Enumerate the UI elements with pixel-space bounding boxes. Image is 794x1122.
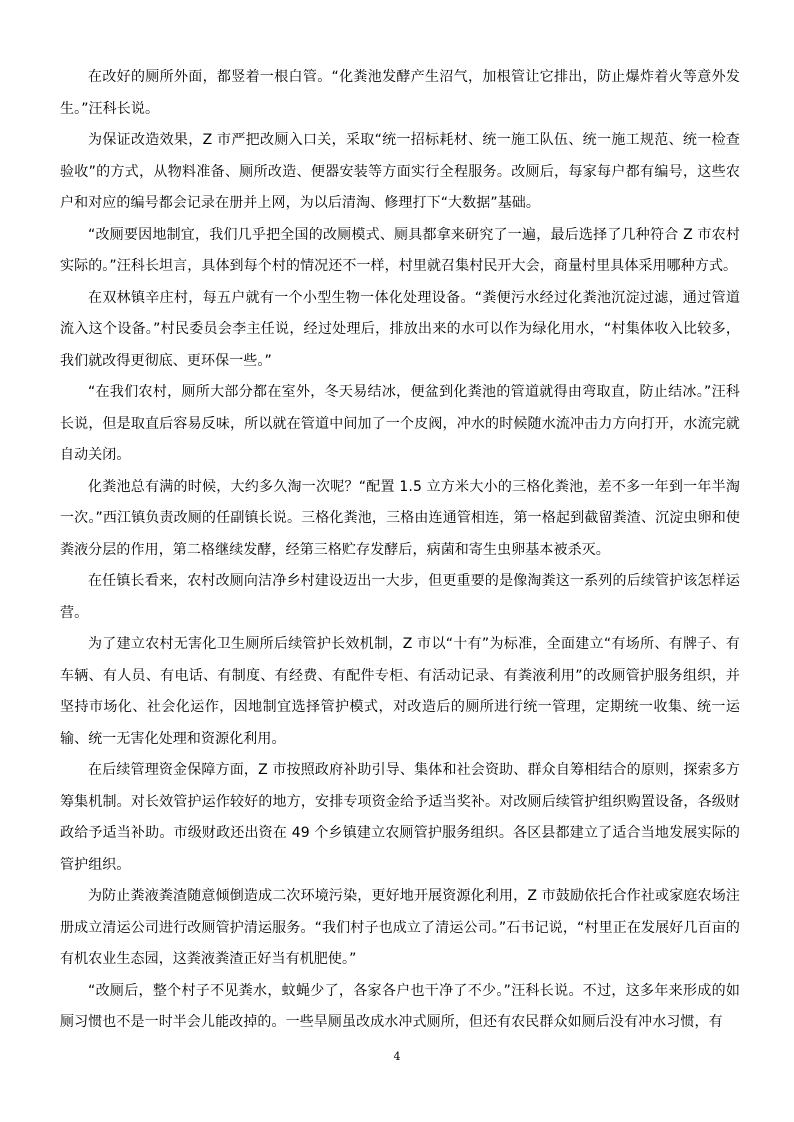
paragraph: 为了建立农村无害化卫生厕所后续管护长效机制，Z 市以“十有”为标准，全面建立“有场所、有牌子、有车辆、有人员、有电话、有制度、有经费、有配件专柜、有活动记录、有粪液利用”的改厕管护服务组织，并坚持市场化、社会化运作，因地制宜选择管护模式，对改造后的厕所进行统一管理，定期统一收集、统一运输、统一无害化处理和资源化利用。: [60, 636, 740, 747]
paragraph: 化粪池总有满的时候，大约多久淘一次呢？“配置 1.5 立方米大小的三格化粪池，差不多一年到一年半淘一次。”西江镇负责改厕的任副镇长说。三格化粪池，三格由连通管相连，第一格起到截留粪渣、沉淀虫卵和使粪液分层的作用，第二格继续发酵，经第三格贮存发酵后，病菌和寄生虫卵基本被杀灭。: [60, 478, 740, 558]
page-number: 4: [393, 1050, 401, 1063]
paragraph: 在后续管理资金保障方面，Z 市按照政府补助引导、集体和社会资助、群众自筹相结合的原则，探索多方筹集机制。对长效管护运作较好的地方，安排专项资金给予适当奖补。对改厕后续管护组织购置设备，各级财政给予适当补助。市级财政还出资在 49 个乡镇建立农厕管护服务组织。各区县都建立了适合当地发展实际的管护组织。: [60, 762, 740, 873]
paragraph: 在改好的厕所外面，都竖着一根白管。“化粪池发酵产生沼气，加根管让它排出，防止爆炸着火等意外发生。”汪科长说。: [60, 69, 740, 117]
paragraph: “改厕后，整个村子不见粪水，蚊蝇少了，各家各户也干净了不少。”汪科长说。不过，这多年来形成的如厕习惯也不是一时半会儿能改掉的。一些旱厕虽改成水冲式厕所，但还有农民群众如厕后没有冲水习惯，有: [60, 982, 740, 1030]
article-body: [60, 62, 740, 1039]
paragraph: 在任镇长看来，农村改厕向洁净乡村建设迈出一大步，但更重要的是像淘粪这一系列的后续管护该怎样运营。: [60, 573, 740, 621]
paragraph: 在双林镇辛庄村，每五户就有一个小型生物一体化处理设备。“粪便污水经过化粪池沉淀过滤，通过管道流入这个设备。”村民委员会李主任说，经过处理后，排放出来的水可以作为绿化用水，“村集体收入比较多，我们就改得更彻底、更环保一些。”: [60, 289, 740, 369]
paragraph: 为保证改造效果，Z 市严把改厕入口关，采取“统一招标耗材、统一施工队伍、统一施工规范、统一检查验收”的方式，从物料准备、厕所改造、便器安装等方面实行全程服务。改厕后，每家每户都有编号，这些农户和对应的编号都会记录在册并上网，为以后清淘、修理打下“大数据”基础。: [60, 132, 740, 211]
paragraph: “在我们农村，厕所大部分都在室外，冬天易结冰，便盆到化粪池的管道就得由弯取直，防止结冰。”汪科长说，但是取直后容易反味，所以就在管道中间加了一个皮阀，冲水的时候随水流冲击力方向打开，水流完就自动关闭。: [60, 384, 740, 463]
paragraph: 为防止粪液粪渣随意倾倒造成二次环境污染，更好地开展资源化利用，Z 市鼓励依托合作社或家庭农场注册成立清运公司进行改厕管护清运服务。“我们村子也成立了清运公司。”石书记说，“村里正在发展好几百亩的有机农业生态园，这粪液粪渣正好当有机肥使。”: [60, 888, 740, 967]
paragraph: “改厕要因地制宜，我们几乎把全国的改厕模式、厕具都拿来研究了一遍，最后选择了几种符合 Z 市农村实际的。”汪科长坦言，具体到每个村的情况还不一样，村里就召集村民开大会，商量村里具体采用哪种方式。: [60, 226, 740, 274]
